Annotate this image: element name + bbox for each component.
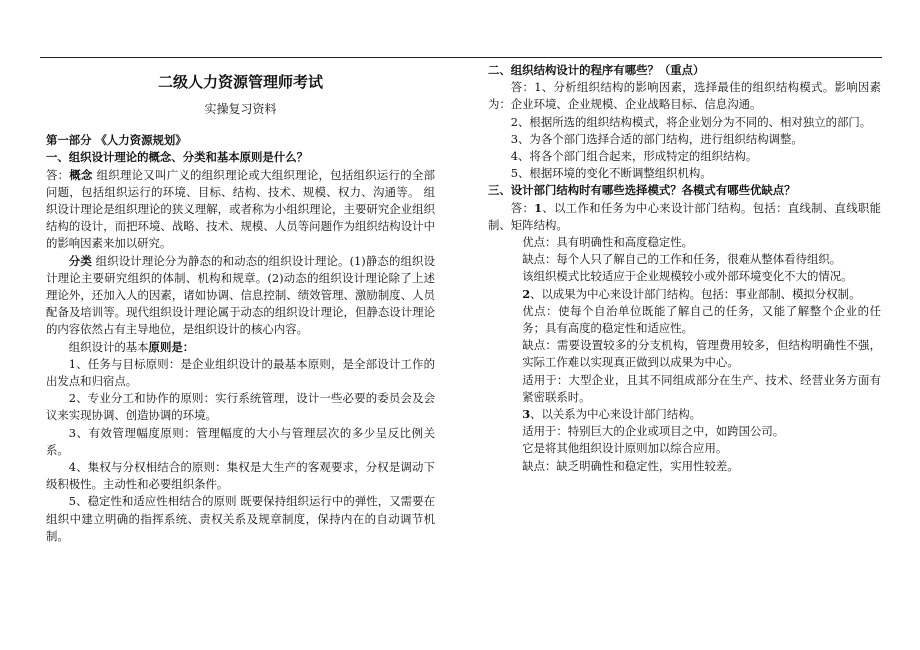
- document-subtitle: 实操复习资料: [204, 102, 277, 116]
- mode-1-text: 、以工作和任务为中心来设计部门结构。包括：直线制、直线职能制、矩阵结构。: [488, 200, 881, 232]
- mode-2-text: 、以成果为中心来设计部门结构。包括：事业部制、模拟分权制。: [530, 286, 861, 301]
- mode-2-advantage: 优点：使每个自治单位既能了解自己的任务，又能了解整个企业的任务；具有高度的稳定性和适应性。: [522, 303, 881, 336]
- mode-2-fit: 适用于：大型企业，且其不同组成部分在生产、技术、经营业务方面有紧密联系时。: [522, 372, 881, 404]
- question-1-concept: [46, 167, 435, 253]
- question-2-answer-2: 2、根据所选的组织结构模式，将企业划分为不同的、相对独立的部门。: [510, 114, 872, 129]
- mode-2: [488, 286, 881, 303]
- mode-3: [488, 406, 881, 423]
- part-heading: 第一部分 《人力资源规划》: [46, 133, 187, 148]
- header-rule: [40, 57, 882, 58]
- question-2-heading: 二、组织结构设计的程序有哪些？（重点）: [488, 63, 705, 77]
- question-1-classification: [46, 253, 435, 339]
- left-column: [46, 62, 435, 545]
- mode-1-fit: 该组织模式比较适应于企业规模较小或外部环境变化不大的情况。: [522, 269, 853, 284]
- mode-1-disadvantage: 缺点：每个人只了解自己的工作和任务，很难从整体看待组织。: [522, 252, 842, 267]
- mode-2-disadvantage: 缺点：需要设置较多的分支机构，管理费用较多，但结构明确性不强，实际工作难以实现真正做到以成果为中心。: [522, 338, 881, 370]
- right-column: [488, 62, 881, 475]
- question-3-heading: 三、设计部门结构时有哪些选择模式？各模式有哪些优缺点？: [488, 183, 796, 198]
- principle-3: 3、有效管理幅度原则：管理幅度的大小与管理层次的多少呈反比例关系。: [46, 425, 435, 457]
- mode-3-note: 它是将其他组织设计原则加以综合应用。: [522, 441, 728, 456]
- mode-1: [488, 200, 881, 234]
- question-2-answer-1: 答：1、分析组织结构的影响因素，选择最佳的组织结构模式。影响因素为：企业环境、企业规模、企业战略目标、信息沟通。: [488, 80, 881, 112]
- principle-2: 2、专业分工和协作的原则：实行系统管理，设计一些必要的委员会及会议来实现协调、创造协调的环境。: [46, 391, 435, 423]
- mode-1-advantage: 优点：具有明确性和高度稳定性。: [522, 235, 694, 250]
- mode-1-number: 1: [534, 200, 543, 215]
- mode-2-number: 2: [522, 286, 531, 301]
- principle-1: 1、任务与目标原则：是企业组织设计的最基本原则，是全部设计工作的出发点和归宿点。: [46, 356, 435, 389]
- question-1-heading: 一、组织设计理论的概念、分类和基本原则是什么？: [46, 150, 308, 165]
- mode-3-text: 、以关系为中心来设计部门结构。: [530, 407, 701, 422]
- principle-5: 5、稳定性和适应性相结合的原则 既要保持组织运行中的弹性，又需要在组织中建立明确的指挥系统、责权关系及规章制度，保持内在的自动调节机制。: [46, 494, 435, 543]
- document-title: 二级人力资源管理师考试: [157, 73, 323, 91]
- principles-heading-c: ：: [182, 339, 195, 354]
- concept-label: 概念: [69, 167, 93, 182]
- principles-heading: [46, 339, 435, 356]
- classification-text: 组织设计理论分为静态的和动态的组织设计理论。(1)静态的组织设计理论主要研究组织的体制、机构和规章。(2)动态的组织设计理论除了上述理论外，还加入人的因素，诸如协调、信息控制、绩效管理、激励制度、人员配备及培训等。现代组织设计理论属于动态的组织设计理论，但静态设计理论的内容依然占有主导地位，是组织设计的核心内容。: [46, 253, 435, 337]
- question-2-answer-3: 3、为各个部门选择合适的部门结构，进行组织结构调整。: [510, 131, 803, 146]
- mode-3-number: 3: [522, 407, 531, 422]
- mode-3-fit: 适用于：特别巨大的企业或项目之中，如跨国公司。: [522, 424, 785, 439]
- concept-text: 组织理论又叫广义的组织理论或大组织理论，包括组织运行的全部问题，包括组织运行的环境、目标、结构、技术、规模、权力、沟通等。 组织设计理论是组织理论的狭义理解，或者称为小组织理论，主要研究企业组织结构的设计，而把环境、战略、技术、规模、人员等问题作为组织结构设计中的影响因素来加以研究。: [46, 167, 435, 251]
- answer-prefix: 答：: [510, 200, 535, 215]
- principles-heading-a: 组织设计的基本: [68, 339, 149, 354]
- principles-heading-b: 原则是: [148, 339, 183, 354]
- question-2-answer-4: 4、将各个部门组合起来，形成特定的组织结构。: [510, 149, 758, 164]
- principle-4: 4、集权与分权相结合的原则：集权是大生产的客观要求，分权是调动下级积极性。主动性和必要组织条件。: [46, 460, 435, 492]
- mode-3-disadvantage: 缺点：缺乏明确性和稳定性，实用性较差。: [522, 458, 739, 473]
- question-2-answer-5: 5、根据环境的变化不断调整组织机构。: [510, 166, 712, 181]
- classification-label: 分类: [68, 253, 92, 268]
- answer-prefix: 答：: [46, 167, 70, 182]
